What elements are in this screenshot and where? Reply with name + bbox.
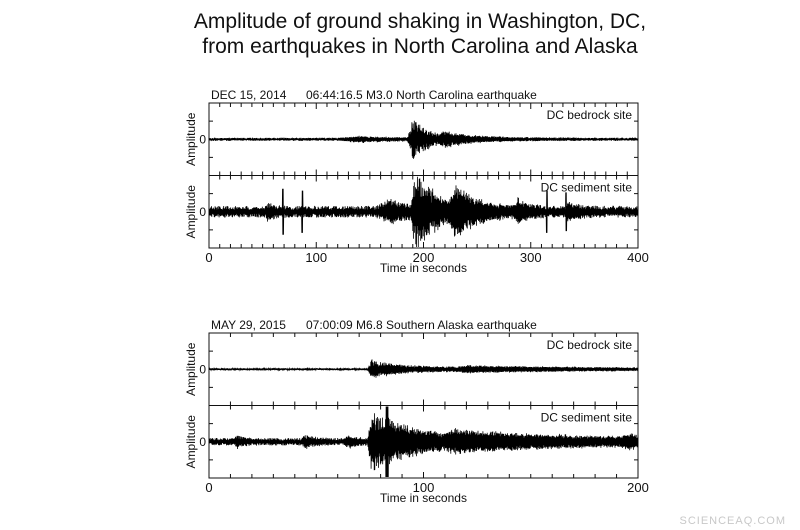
x-tick-label: 200 <box>627 480 649 495</box>
title-line-2: from earthquakes in North Carolina and Alaska <box>202 35 638 58</box>
y-axis-label: Amplitude <box>184 342 198 396</box>
chart-date: DEC 15, 2014 <box>211 88 287 102</box>
chart-event: 07:00:09 M6.8 Southern Alaska earthquake <box>306 318 537 332</box>
y-axis-label: Amplitude <box>184 185 198 239</box>
seismogram-trace <box>209 121 638 159</box>
y-tick-label: 0 <box>199 362 206 377</box>
panel-label: DC bedrock site <box>546 338 632 352</box>
x-tick-label: 100 <box>412 480 435 495</box>
x-tick-label: 300 <box>519 250 542 265</box>
x-tick-label: 100 <box>305 250 328 265</box>
x-axis-label: Time in seconds <box>380 491 467 505</box>
y-axis-label: Amplitude <box>184 112 198 166</box>
x-tick-label: 0 <box>205 480 213 495</box>
seismogram-trace <box>209 359 638 377</box>
y-tick-label: 0 <box>199 434 206 449</box>
y-tick-label: 0 <box>199 204 206 219</box>
chart-event: 06:44:16.5 M3.0 North Carolina earthquake <box>306 88 537 102</box>
x-tick-label: 200 <box>412 250 435 265</box>
chart-date: MAY 29, 2015 <box>211 318 286 332</box>
title-line-1: Amplitude of ground shaking in Washington, DC, <box>193 10 647 33</box>
y-tick-label: 0 <box>199 132 206 147</box>
watermark: SCIENCEAQ.COM <box>679 515 786 527</box>
x-tick-label: 0 <box>205 250 213 265</box>
y-axis-label: Amplitude <box>184 415 198 469</box>
x-axis-label: Time in seconds <box>380 261 467 275</box>
panel-label: DC sediment site <box>540 180 632 195</box>
x-tick-label: 400 <box>627 250 649 265</box>
panel-label: DC bedrock site <box>546 108 632 122</box>
panel-label: DC sediment site <box>540 410 632 425</box>
